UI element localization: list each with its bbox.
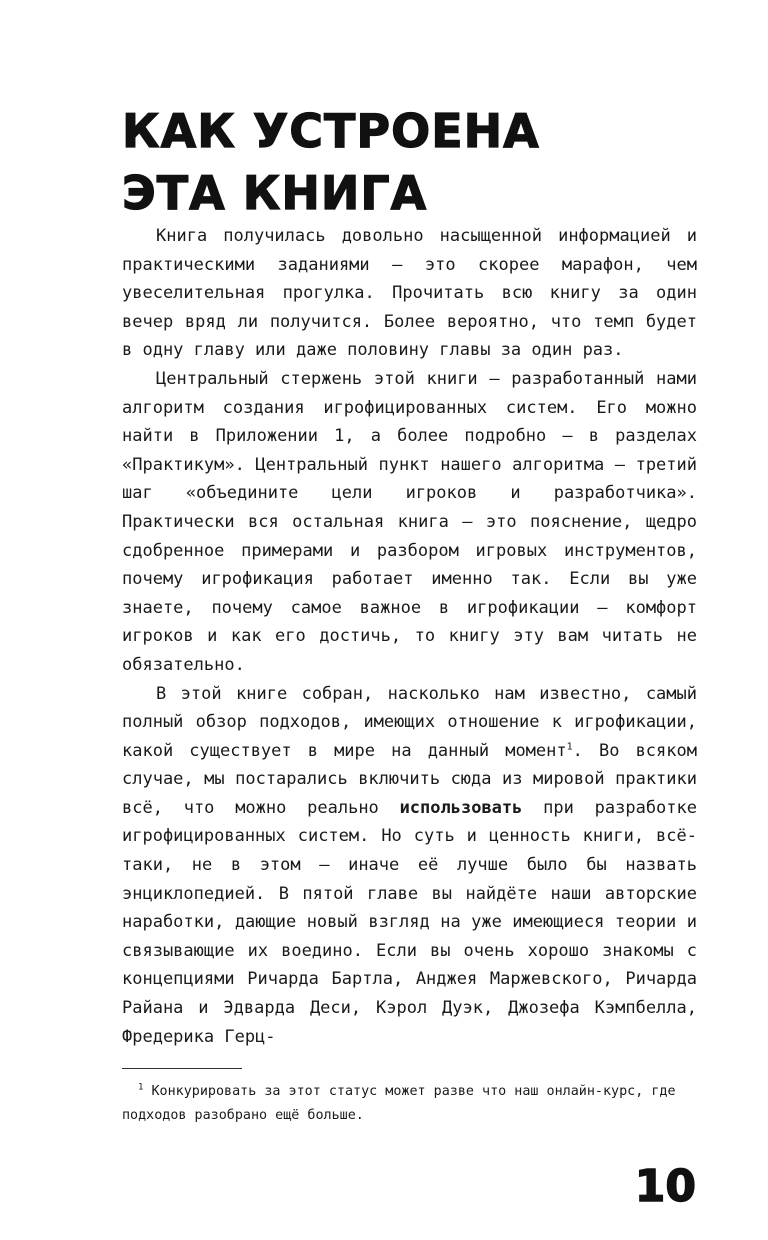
- paragraph-2: Центральный стержень этой книги — разработанный нами алгоритм создания игрофицированных систем. Его можно найти в Приложении 1, а более подробно — в разделах «Практикум». Центральный пункт нашего алгоритма — третий шаг «объедините цели игроков и разработчика». Практически вся остальная книга — это пояснение, щедро сдобренное примерами и разбором игровых инструментов, почему игрофикация работает именно так. Если вы уже знаете, почему самое важное в игрофикации — комфорт игроков и как его достичь, то книгу эту вам читать не обязательно.: [122, 368, 697, 675]
- footnote-text: Конкурировать за этот статус может разве что наш онлайн-курс, где подходов разобрано ещё больше.: [122, 1084, 676, 1123]
- emphasized-word: использовать: [399, 797, 523, 818]
- chapter-heading: [122, 100, 682, 224]
- footnote-divider: [122, 1068, 242, 1069]
- footnote-number: 1: [138, 1082, 144, 1093]
- paragraph-3: [122, 680, 697, 1052]
- paragraph-1: Книга получилась довольно насыщенной информацией и практическими заданиями — это скорее марафон, чем увеселительная прогулка. Прочитать всю книгу за один вечер вряд ли получится. Более вероятно, что темп будет в одну главу или даже половину главы за один раз.: [122, 226, 697, 361]
- paragraph-3-text-a: В этой книге собран, насколько нам известно, самый полный обзор подходов, имеющих отношение к игрофикации, какой существует в мире на данный момент: [122, 683, 697, 761]
- heading-line-1: КАК УСТРОЕНА: [122, 104, 540, 158]
- paragraph-3-text-b: . Во всяком случае, мы постарались включить сюда из мировой практики всё, что можно реально: [122, 740, 697, 818]
- heading-line-2: ЭТА КНИГА: [122, 166, 428, 220]
- footnote: [122, 1080, 697, 1128]
- page-number: 10: [634, 1161, 696, 1212]
- footnote-reference: 1: [566, 741, 573, 753]
- body-text: [122, 222, 697, 1051]
- paragraph-3-text-c: при разработке игрофицированных систем. Но суть и ценность книги, всё-таки, не в этом — иначе её лучше было бы назвать энциклопедией. В пятой главе вы найдёте наши авторские наработки, дающие новый взгляд на уже имеющиеся теории и связывающие их воедино. Если вы очень хорошо знакомы с концепциями Ричарда Бартла, Анджея Маржевского, Ричарда Райана и Эдварда Деси, Кэрол Дуэк, Джозефа Кэмпбелла, Фредерика Герц-: [122, 797, 697, 1047]
